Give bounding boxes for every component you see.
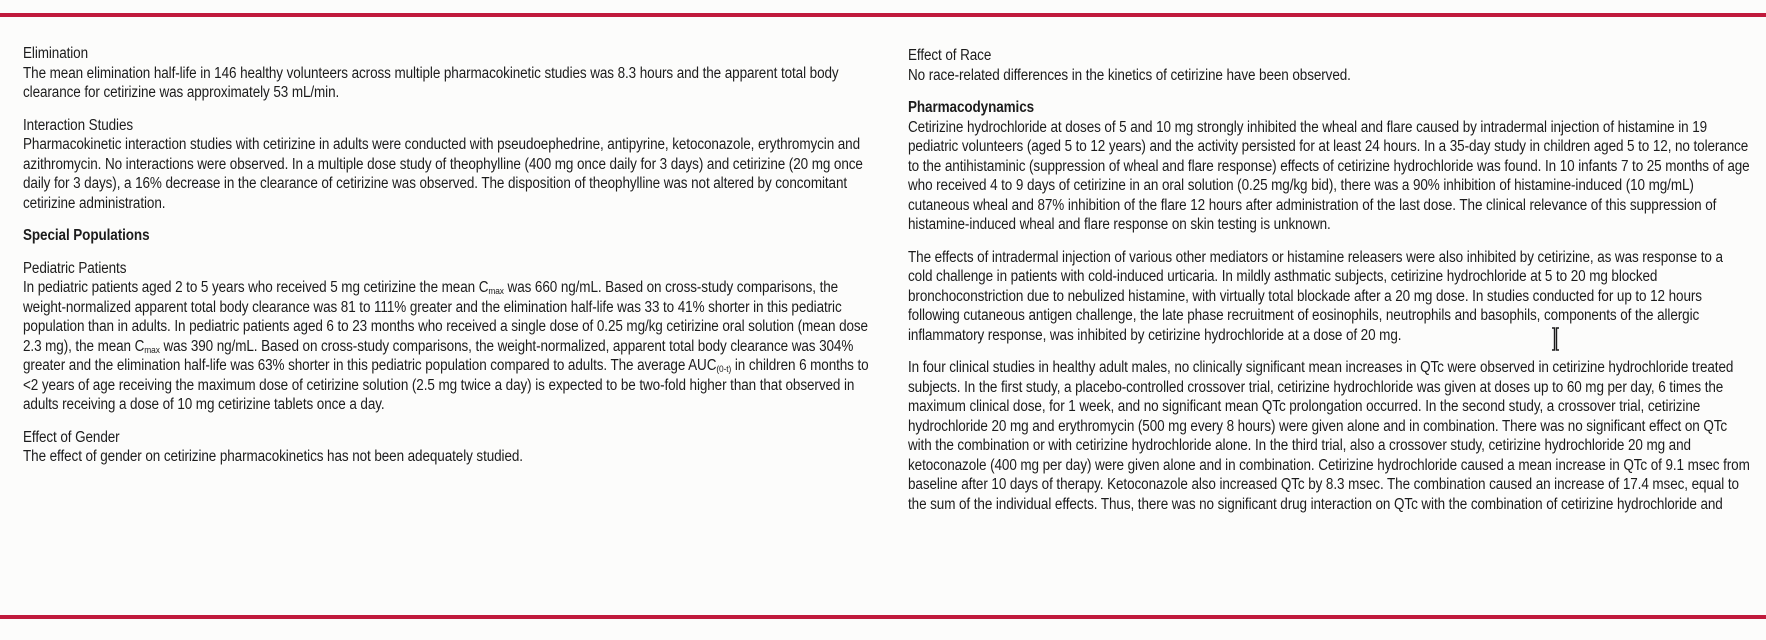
section-effect-of-race	[908, 46, 1750, 85]
top-divider-rule	[0, 13, 1766, 17]
section-interaction-studies	[23, 116, 873, 214]
text-ibeam-cursor	[1551, 327, 1560, 351]
heading-pharmacodynamics: Pharmacodynamics	[908, 99, 1035, 116]
heading-pediatric-patients: Pediatric Patients	[23, 259, 127, 277]
section-pharmacodynamics	[908, 98, 1750, 514]
section-elimination	[23, 44, 873, 103]
paragraph-pharmacodynamics-3: In four clinical studies in healthy adult males, no clinically significant mean increases in QTc were observed in cetirizine hydrochloride treated subjects. In the first study, a placebo-controlled crossover trial, cetirizine hydrochloride was given at doses up to 60 mg per day, 6 times the maximum clinical dose, for 1 week, and no significant mean QTc prolongation occurred. In the second study, a crossover trial, cetirizine hydrochloride 20 mg and erythromycin (500 mg every 8 hours) were given alone and in combination. There was no significant effect on QTc with the combination or with cetirizine hydrochloride alone. In the third trial, also a crossover study, cetirizine hydrochloride 20 mg and ketoconazole (400 mg per day) were given alone and in combination. Cetirizine hydrochloride caused a mean increase in QTc of 9.1 msec from baseline after 10 days of therapy. Ketoconazole also increased QTc by 8.3 msec. The combination caused an increase of 17.4 msec, equal to the sum of the individual effects. Thus, there was no significant drug interaction on QTc with the combination of cetirizine hydrochloride and	[908, 359, 1750, 513]
heading-effect-of-race: Effect of Race	[908, 47, 992, 64]
paragraph-pharmacodynamics-1: Cetirizine hydrochloride at doses of 5 and 10 mg strongly inhibited the wheal and flare caused by intradermal injection of histamine in 19 pediatric volunteers (aged 5 to 12 years) and the activity persisted for at least 24 hours. In a 35-day study in children aged 5 to 12, no tolerance to the antihistaminic (suppression of wheal and flare response) effects of cetirizine hydrochloride was found. In 10 infants 7 to 25 months of age who received 4 to 9 days of cetirizine in an oral solution (0.25 mg/kg bid), there was a 90% inhibition of histamine-induced (10 mg/mL) cutaneous wheal and 87% inhibition of the flare 12 hours after administration of the last dose. The clinical relevance of this suppression of histamine-induced wheal and flare response on skin testing is unknown.	[908, 118, 1750, 233]
heading-special-populations: Special Populations	[23, 227, 150, 244]
paragraph-interaction-studies: Pharmacokinetic interaction studies with cetirizine in adults were conducted with pseudoephedrine, antipyrine, ketoconazole, erythromycin and azithromycin. No interactions were observed. In a multiple dose study of theophylline (400 mg once daily for 3 days) and cetirizine (20 mg once daily for 3 days), a 16% decrease in the clearance of cetirizine was observed. The disposition of theophylline was not altered by concomitant cetirizine administration.	[23, 136, 863, 212]
section-pediatric-patients	[23, 259, 873, 415]
section-effect-of-gender	[23, 428, 873, 467]
section-special-populations	[23, 226, 873, 246]
paragraph-effect-of-gender: The effect of gender on cetirizine pharmacokinetics has not been adequately studied.	[23, 448, 523, 465]
heading-elimination: Elimination	[23, 45, 89, 62]
heading-interaction-studies: Interaction Studies	[23, 116, 134, 134]
paragraph-pediatric-patients: In pediatric patients aged 2 to 5 years who received 5 mg cetirizine the mean $C_{max}$ was 660 ng/mL. Based on cross-study comparisons, the weight-normalized apparent total body clearance was 81 to 111% greater and the elimination half-life was 33 to 41% shorter in this pediatric population than in adults. In pediatric patients aged 6 to 23 months who received a single dose of 0.25 mg/kg cetirizine oral solution (mean dose 2.3 mg), the mean $C_{max}$ was 390 ng/mL. Based on cross-study comparisons, the weight-normalized, apparent total body clearance was 304% greater and the elimination half-life was 63% shorter in this pediatric population compared to adults. The average $AUC_{(0-t)}$ in children 6 months to <2 years of age receiving the maximum dose of cetirizine solution (2.5 mg twice a day) is expected to be two-fold higher than that observed in adults receiving a dose of 10 mg cetirizine tablets once a day.	[23, 279, 869, 413]
paragraph-pharmacodynamics-2: The effects of intradermal injection of various other mediators or histamine releasers were also inhibited by cetirizine, as was response to a cold challenge in patients with cold-induced urticaria. In mildly asthmatic subjects, cetirizine hydrochloride at 5 to 20 mg blocked bronchoconstriction due to nebulized histamine, with virtually total blockade after a 20 mg dose. In studies conducted for up to 12 hours following cutaneous antigen challenge, the late phase recruitment of eosinophils, neutrophils and basophils, components of the allergic inflammatory response, was inhibited by cetirizine hydrochloride at a dose of 20 mg.	[908, 248, 1723, 344]
bottom-divider-rule	[0, 615, 1766, 619]
left-column	[23, 44, 873, 480]
paragraph-elimination: The mean elimination half-life in 146 healthy volunteers across multiple pharmacokinetic studies was 8.3 hours and the apparent total body clearance for cetirizine was approximately 53 mL/min.	[23, 64, 839, 101]
right-column	[908, 46, 1750, 527]
paragraph-effect-of-race: No race-related differences in the kinetics of cetirizine have been observed.	[908, 66, 1351, 84]
heading-effect-of-gender: Effect of Gender	[23, 428, 120, 446]
